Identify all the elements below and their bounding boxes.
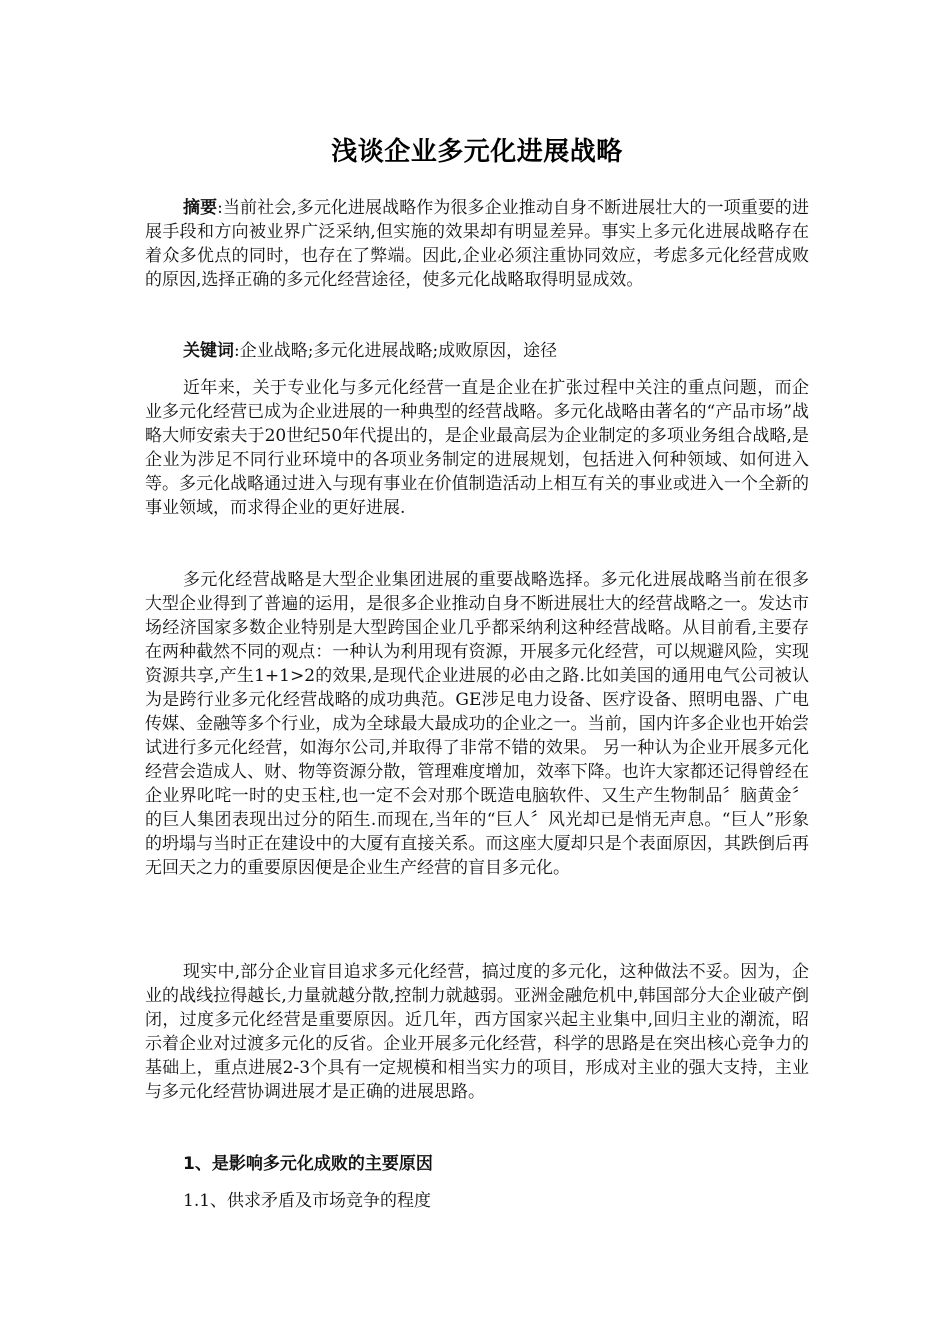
keywords-text: :企业战略;多元化进展战略;成败原因，途径 xyxy=(234,341,558,361)
document-title: 浅谈企业多元化进展战略 xyxy=(331,137,623,167)
subsection-heading: 1.1、供求矛盾及市场竞争的程度 xyxy=(183,1191,432,1211)
keywords-paragraph xyxy=(145,339,809,363)
section-heading: 1、是影响多元化成败的主要原因 xyxy=(183,1154,433,1174)
keywords-label: 关键词 xyxy=(183,341,234,361)
abstract-paragraph xyxy=(145,196,809,292)
body-paragraph-3: 现实中,部分企业盲目追求多元化经营，搞过度的多元化，这种做法不妥。因为，企业的战线拉得越长,力量就越分散,控制力就越弱。亚洲金融危机中,韩国部分大企业破产倒闭，过度多元化经营是重要原因。近几年，西方国家兴起主业集中,回归主业的潮流，昭示着企业对过渡多元化的反省。企业开展多元化经营，科学的思路是在突出核心竞争力的基础上，重点进展2-3个具有一定规模和相当实力的项目，形成对主业的强大支持，主业与多元化经营协调进展才是正确的进展思路。 xyxy=(145,962,809,1102)
body-paragraph-2: 多元化经营战略是大型企业集团进展的重要战略选择。多元化进展战略当前在很多大型企业得到了普遍的运用，是很多企业推动自身不断进展壮大的经营战略之一。发达市场经济国家多数企业特别是大型跨国企业几乎都采纳利这种经营战略。从目前看,主要存在两种截然不同的观点：一种认为利用现有资源，开展多元化经营，可以规避风险，实现资源共享,产生1+1>2的效果,是现代企业进展的必由之路.比如美国的通用电气公司被认为是跨行业多元化经营战略的成功典范。GE涉足电力设备、医疗设备、照明电器、广电传媒、金融等多个行业，成为全球最大最成功的企业之一。当前，国内许多企业也开始尝试进行多元化经营，如海尔公司,并取得了非常不错的效果。 另一种认为企业开展多元化经营会造成人、财、物等资源分散，管理难度增加，效率下降。也许大家都还记得曾经在企业界叱咤一时的史玉柱,也一定不会对那个既造电脑软件、又生产生物制品〞脑黄金〞的巨人集团表现出过分的陌生.而现在,当年的“巨人〞风光却已是悄无声息。“巨人”形象的坍塌与当时正在建设中的大厦有直接关系。而这座大厦却只是个表面原因，其跌倒后再无回天之力的重要原因便是企业生产经营的盲目多元化。 xyxy=(145,570,809,878)
abstract-label: 摘要 xyxy=(183,198,218,218)
abstract-text: :当前社会,多元化进展战略作为很多企业推动自身不断进展壮大的一项重要的进展手段和方向被业界广泛采纳,但实施的效果却有明显差异。事实上多元化进展战略存在着众多优点的同时，也存在了弊端。因此,企业必须注重协同效应，考虑多元化经营成败的原因,选择正确的多元化经营途径，使多元化战略取得明显成效。 xyxy=(145,198,809,290)
body-paragraph-1: 近年来，关于专业化与多元化经营一直是企业在扩张过程中关注的重点问题，而企业多元化经营已成为企业进展的一种典型的经营战略。多元化战略由著名的“产品市场”战略大师安索夫于20世纪50年代提出的，是企业最高层为企业制定的多项业务组合战略,是企业为涉足不同行业环境中的各项业务制定的进展规划，包括进入何种领域、如何进入等。多元化战略通过进入与现有事业在价值制造活动上相互有关的事业或进入一个全新的事业领域，而求得企业的更好进展. xyxy=(145,378,809,518)
